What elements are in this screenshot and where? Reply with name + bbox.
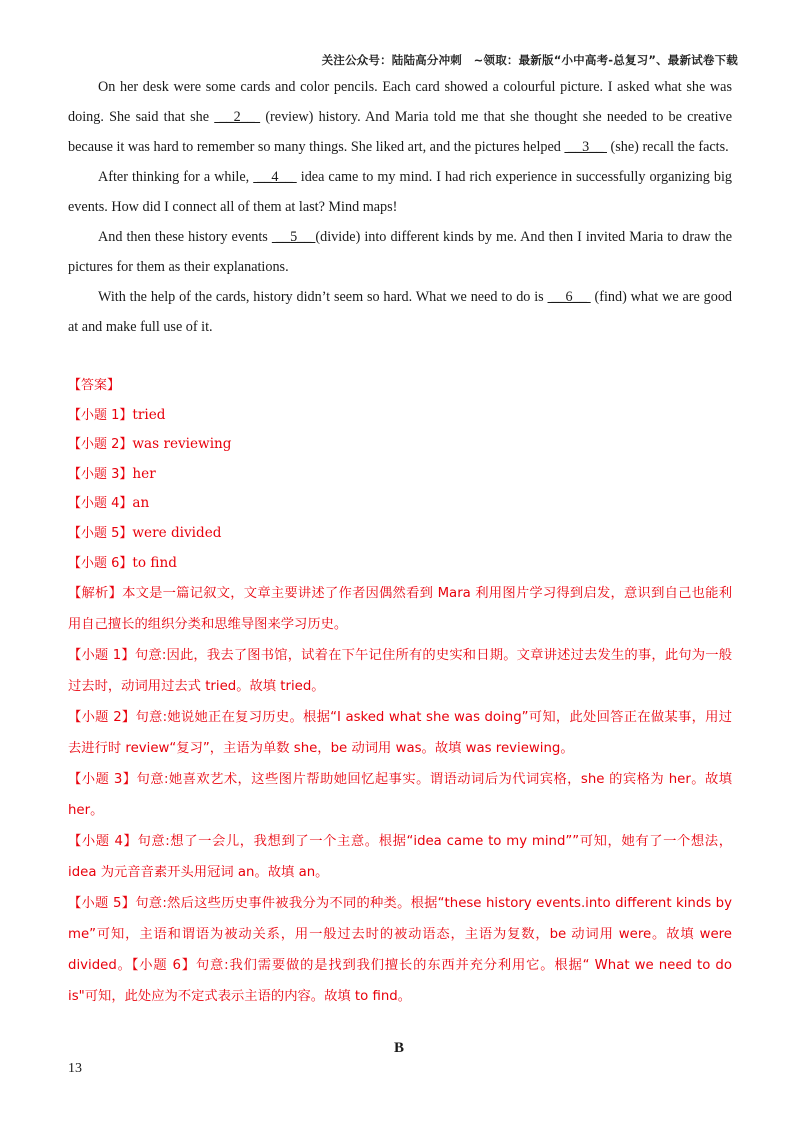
blank-5: __5__: [271, 229, 316, 245]
answer-tag: 【小题 3】: [68, 466, 133, 482]
paragraph-text: (find) what we are good at and make full use of it.: [68, 289, 733, 335]
passage-paragraph-2: [68, 162, 732, 222]
answer-tag: 【小题 2】: [68, 437, 133, 453]
answer-value: her: [132, 465, 156, 482]
passage-paragraph-1: [68, 72, 732, 162]
paragraph-text: And then these history events: [98, 229, 272, 245]
section-letter: B: [394, 1040, 405, 1056]
paragraph-text: (divide) into different kinds by me. And then I invited Maria to draw the pictures for them as their explanations.: [68, 229, 733, 275]
passage-paragraph-3: [68, 222, 732, 282]
explanation-q6: 【小题 6】句意:我们需要做的是找到我们擅长的东西并充分利用它。根据“ What we need to do is"可知，此处应为不定式表示主语的内容。故填 to find。: [68, 958, 732, 1005]
explanation-q2: 【小题 2】句意:她说她正在复习历史。根据“I asked what she was doing”可知，此处回答正在做某事，用过去进行时 review“复习”，主语为单数 she，be 动词用 was。故填 was reviewing。: [68, 710, 732, 757]
blank-3: __3__: [564, 139, 607, 155]
answer-value: was reviewing: [132, 436, 232, 453]
answer-item-1: [68, 401, 732, 431]
answer-item-3: [68, 460, 732, 490]
blank-4: __4__: [253, 169, 297, 185]
answer-tag: 【小题 1】: [68, 407, 133, 423]
answer-value: to find: [132, 554, 177, 571]
answer-tag: 【小题 4】: [68, 496, 133, 512]
reading-passage: [68, 72, 732, 342]
answer-tag: 【小题 5】: [68, 525, 133, 541]
answer-item-4: [68, 489, 732, 519]
paragraph-text: On her desk were some cards and color pencils. Each card showed a colourful picture. I asked what she was doing. She said that she: [68, 79, 732, 125]
paragraph-text: idea came to my mind. I had rich experience in successfully organizing big events. How did I connect all of them at last? Mind maps!: [68, 169, 733, 215]
page-number: 13: [68, 1061, 82, 1076]
explanation-q5: 【小题 5】句意:然后这些历史事件被我分为不同的种类。根据“these history events.into different kinds by me”可知，主语和谓语为被动关系，用一般过去时的被动语态，主语为复数，be 动词用 were。故填 were divided。: [68, 896, 732, 974]
answer-value: an: [132, 495, 150, 512]
passage-paragraph-4: [68, 282, 732, 342]
paragraph-text: With the help of the cards, history didn’t seem so hard. What we need to do is: [98, 289, 548, 305]
blank-2: __2__: [214, 109, 261, 125]
explanation-summary: 【解析】本文是一篇记叙文，文章主要讲述了作者因偶然看到 Mara 利用图片学习得到启发，意识到自己也能利用自己擅长的组织分类和思维导图来学习历史。: [68, 586, 732, 633]
blank-6: __6__: [547, 289, 591, 305]
paragraph-text: (review) history. And Maria told me that she thought she needed to be creative because it was hard to remember so many things. She liked art, and the pictures helped: [68, 109, 733, 155]
answer-value: were divided: [132, 524, 222, 541]
explanation-q1: 【小题 1】句意:因此，我去了图书馆，试着在下午记住所有的史实和日期。文章讲述过去发生的事，此句为一般过去时，动词用过去式 tried。故填 tried。: [68, 648, 732, 695]
page-header: 关注公众号：陆陆高分冲刺 ~领取：最新版“小中高考-总复习”、最新试卷下载: [321, 53, 738, 67]
answer-item-2: [68, 430, 732, 460]
answer-value: tried: [132, 406, 166, 423]
explanation-q4: 【小题 4】句意:想了一会儿，我想到了一个主意。根据“idea came to my mind””可知，她有了一个想法，idea 为元音音素开头用冠词 an。故填 an。: [68, 834, 732, 881]
explanation-q3: 【小题 3】句意:她喜欢艺术，这些图片帮助她回忆起事实。谓语动词后为代词宾格，she 的宾格为 her。故填 her。: [68, 772, 732, 819]
explanation-q5-q6: [68, 888, 732, 1012]
answer-heading: 【答案】: [68, 378, 121, 393]
answer-item-6: [68, 549, 732, 579]
answer-section: [68, 371, 732, 1012]
answer-item-5: [68, 519, 732, 549]
paragraph-text: (she) recall the facts.: [606, 139, 729, 155]
paragraph-text: After thinking for a while,: [98, 169, 254, 185]
answer-tag: 【小题 6】: [68, 555, 133, 571]
